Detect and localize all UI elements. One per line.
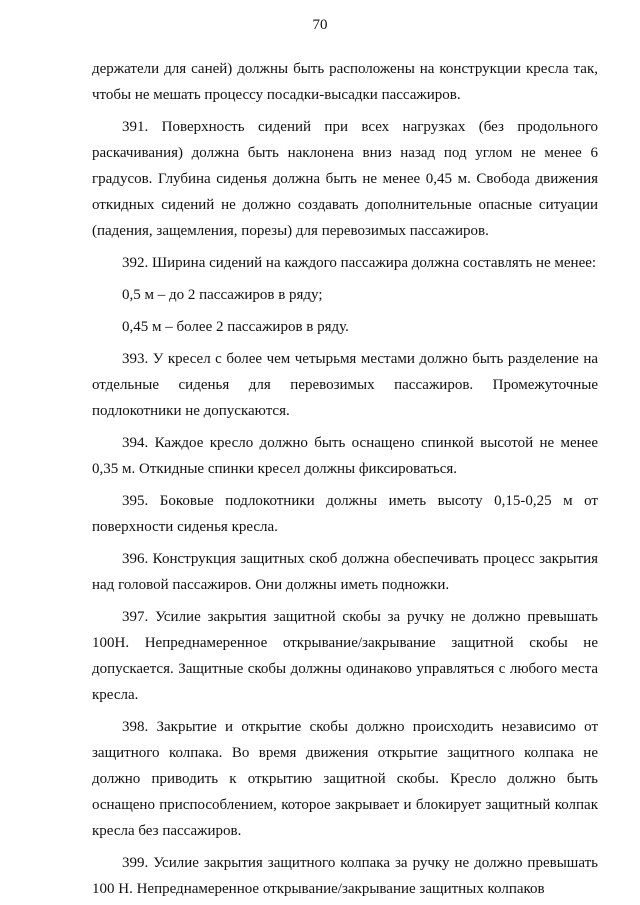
paragraph-392-item-2: 0,45 м – более 2 пассажиров в ряду. <box>122 319 349 335</box>
paragraph-391: 391. Поверхность сидений при всех нагрузках (без продольного раскачивания) должна быть наклонена вниз назад под углом не менее 6 градусов. Глубина сиденья должна быть не менее 0,45 м. Свобода движения откидных сидений не должно создавать дополнительные опасные ситуации (падения, защемления, порезы) для перевозимых пассажиров. <box>92 119 598 239</box>
paragraph-398: 398. Закрытие и открытие скобы должно происходить независимо от защитного колпака. Во время движения открытие защитного колпака не должно приводить к открытию защитной скобы. Кресло должно быть оснащено приспособлением, которое закрывает и блокирует защитный колпак кресла без пассажиров. <box>92 719 598 839</box>
paragraph-397: 397. Усилие закрытия защитной скобы за ручку не должно превышать 100Н. Непреднамеренное открывание/закрывание защитной скобы не допускается. Защитные скобы должны одинаково управляться с любого места кресла. <box>92 609 598 703</box>
paragraph-395: 395. Боковые подлокотники должны иметь высоту 0,15-0,25 м от поверхности сиденья кресла. <box>92 493 598 535</box>
document-body <box>92 56 598 902</box>
page-number: 70 <box>312 17 328 33</box>
paragraph-394: 394. Каждое кресло должно быть оснащено спинкой высотой не менее 0,35 м. Откидные спинки кресел должны фиксироваться. <box>92 435 598 477</box>
paragraph-continuation: держатели для саней) должны быть расположены на конструкции кресла так, чтобы не мешать процессу посадки-высадки пассажиров. <box>92 61 598 103</box>
paragraph-399: 399. Усилие закрытия защитного колпака за ручку не должно превышать 100 Н. Непреднамеренное открывание/закрывание защитных колпаков <box>92 855 598 897</box>
paragraph-392-item-1: 0,5 м – до 2 пассажиров в ряду; <box>122 287 323 303</box>
paragraph-396: 396. Конструкция защитных скоб должна обеспечивать процесс закрытия над головой пассажиров. Они должны иметь подножки. <box>92 551 598 593</box>
paragraph-392: 392. Ширина сидений на каждого пассажира должна составлять не менее: <box>122 255 597 271</box>
paragraph-393: 393. У кресел с более чем четырьмя местами должно быть разделение на отдельные сиденья для перевозимых пассажиров. Промежуточные подлокотники не допускаются. <box>92 351 598 419</box>
